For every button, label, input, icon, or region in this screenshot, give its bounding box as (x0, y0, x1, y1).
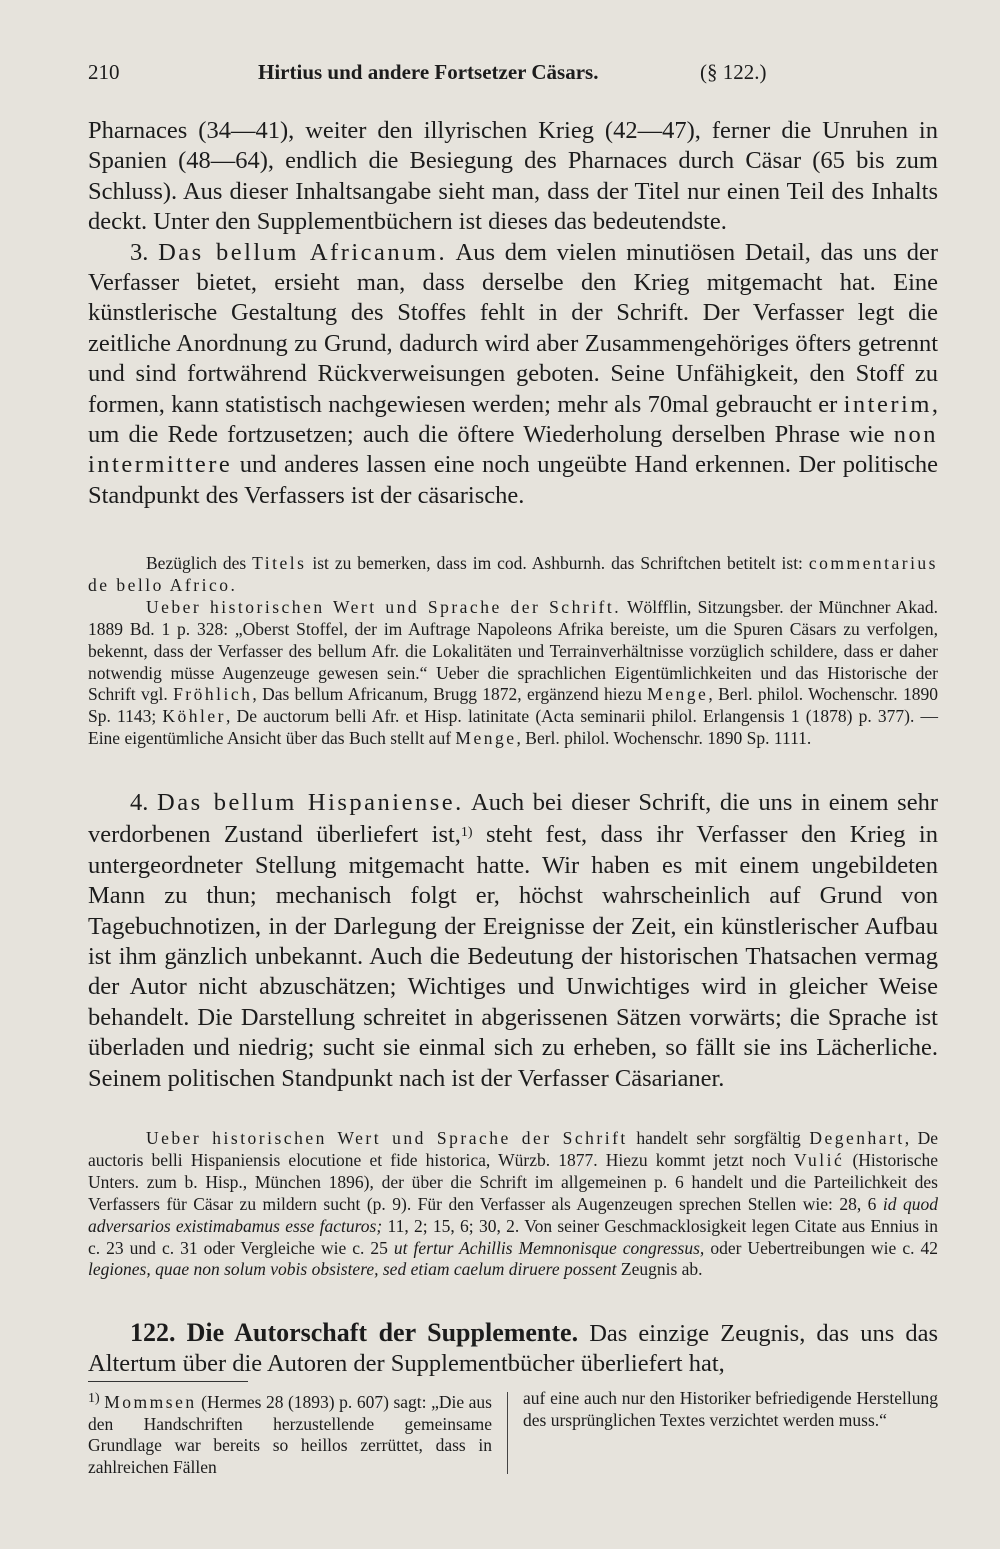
body-text-1 (88, 116, 938, 511)
section-number: 3. (130, 238, 149, 266)
body-text-2 (88, 788, 938, 1094)
paragraph-bellum-africanum: 3. Das bellum Africanum. Aus dem vielen minutiösen Detail, das uns der Verfasser bietet, ersieht man, dass derselbe den Krieg mitgemacht hat. Eine künstlerische Gestaltung des Stoffes fehlt in der Schrift. Der Verfasser legt die zeitliche Anordnung zu Grund, dadurch wird aber Zusammengehöriges öfters getrennt und sind fortwährend Rückverweisungen geboten. Seine Unfähigkeit, den Stoff zu formen, kann statistisch nachgewiesen werden; mehr als 70mal gebraucht er interim, um die Rede fortzusetzen; auch die öftere Wiederholung derselben Phrase wie non intermittere und anderes lassen eine noch ungeübte Hand erkennen. Der politische Standpunkt des Verfassers ist der cäsarische. (88, 238, 938, 509)
footnote-right-column: auf eine auch nur den Historiker befriedigende Herstellung des ursprünglichen Textes verzichtet werden muss.“ (523, 1388, 938, 1430)
note-historical-value: Ueber historischen Wert und Sprache der Schrift. Wölfflin, Sitzungsber. der Münchner Akad. 1889 Bd. 1 p. 328: „Oberst Stoffel, der im Auftrage Napoleons Afrika bereiste, um die Spuren Cäsars zu verfolgen, bekennt, dass der Verfasser des bellum Afr. die Lokalitäten und Terrainverhältnisse vorzüglich schildere, dass er daher notwendig müsse Augenzeuge gewesen sein.“ Ueber die sprachlichen Eigentümlichkeiten und das Historische der Schrift vgl. Fröhlich, Das bellum Africanum, Brugg 1872, ergänzend hiezu Menge, Berl. philol. Wochenschr. 1890 Sp. 1143; Köhler, De auctorum belli Afr. et Hisp. latinitate (Acta seminarii philol. Erlangensis 1 (1878) p. 377). — Eine eigentümliche Ansicht über das Buch stellt auf Menge, Berl. philol. Wochenschr. 1890 Sp. 1111. (88, 596, 939, 749)
note-block-2 (88, 1128, 938, 1281)
section-title: Das bellum Hispaniense. (157, 789, 464, 816)
spaced-word: non intermittere (88, 421, 938, 479)
spaced-word: interim (843, 390, 932, 418)
note-title: Bezüglich des Titels ist zu bemerken, dass im cod. Ashburnh. das Schriftchen betitelt ist: commentarius de bello Africo. (88, 553, 938, 595)
footnote-author: Mommsen (104, 1392, 197, 1412)
running-title: Hirtius und andere Fortsetzer Cäsars. (258, 60, 599, 84)
footnote-left-column: $^{1)}$ Mommsen (Hermes 28 (1893) p. 607) sagt: „Die aus den Handschriften herzustellende gemeinsame Grundlage war bereits so heillos zerrüttet, dass in zahlreichen Fällen (88, 1391, 492, 1478)
note-hispaniense: Ueber historischen Wert und Sprache der Schrift handelt sehr sorgfältig Degenhart, De auctoris belli Hispaniensis elocutione et fide historica, Würzb. 1877. Hiezu kommt jetzt noch Vulić (Historische Unters. zum b. Hisp., München 1896), der über die Schrift im allgemeinen p. 6 handelt und die Parteilichkeit des Verfassers für Cäsar zu mildern sucht (p. 9). Für den Verfasser als Augenzeugen sprechen Stellen wie: 28, 6 id quod adversarios existimabamus esse facturos; 11, 2; 15, 6; 30, 2. Von seiner Geschmacklosigkeit legen Citate aus Ennius in c. 23 und c. 31 oder Vergleiche wie c. 25 ut fertur Achillis Memnonisque congressus, oder Uebertreibungen wie c. 42 legiones, quae non solum vobis obsistere, sed etiam caelum diruere possent Zeugnis ab. (88, 1128, 939, 1280)
paragraph-pharnaces: Pharnaces (34—41), weiter den illyrischen Krieg (42—47), ferner die Unruhen in Spanien (48—64), endlich die Besiegung des Pharnaces durch Cäsar (65 bis zum Schluss). Aus dieser Inhaltsangabe sieht man, dass der Titel nur einen Teil des Inhalts deckt. Unter den Supplementbüchern ist dieses das bedeutendste. (88, 117, 938, 236)
paragraph-bellum-hispaniense: 4. Das bellum Hispaniense. Auch bei dieser Schrift, die uns in einem sehr verdorbenen Zustand überliefert ist,$^{1)}$ steht fest, dass ihr Verfasser den Krieg in untergeordneter Stellung mitgemacht hatte. Wir haben es mit einem ungebildeten Mann zu thun; mechanisch folgt er, höchst wahrscheinlich auf Grund von Tagebuchnotizen, in der Darlegung der Ereignisse der Zeit, ein künstlerischer Aufbau ist ihm gänzlich unbekannt. Auch die Bedeutung der historischen Thatsachen vermag der Autor nicht abzuschätzen; Wichtiges und Unwichtiges wird in gleicher Weise behandelt. Die Darstellung schreitet in abgerissenen Sätzen vorwärts; die Sprache ist überladen und niedrig; sucht sie einmal sich zu erheben, so fällt sie ins Lächerliche. Seinem politischen Standpunkt nach ist der Verfasser Cäsarianer. (88, 789, 938, 1092)
section-reference: (§ 122.) (700, 60, 767, 84)
body-text-3 (88, 1318, 938, 1380)
page-number: 210 (88, 60, 120, 84)
section-number: 122. (130, 1318, 176, 1347)
paragraph-autorschaft: 122. Die Autorschaft der Supplemente. Das einzige Zeugnis, das uns das Altertum über die Autoren der Supplementbücher überliefert hat, (88, 1318, 939, 1378)
footnote-mark: 1) (88, 1391, 100, 1406)
running-header (88, 60, 950, 90)
footnote-reference[interactable]: 1) (460, 825, 473, 841)
footnote-column-divider (507, 1392, 508, 1474)
section-number: 4. (130, 789, 149, 816)
section-title: Das bellum Africanum. (158, 238, 448, 266)
footnote-rule (88, 1381, 248, 1382)
note-block-1 (88, 553, 938, 750)
section-heading: Die Autorschaft der Supplemente. (186, 1318, 579, 1347)
